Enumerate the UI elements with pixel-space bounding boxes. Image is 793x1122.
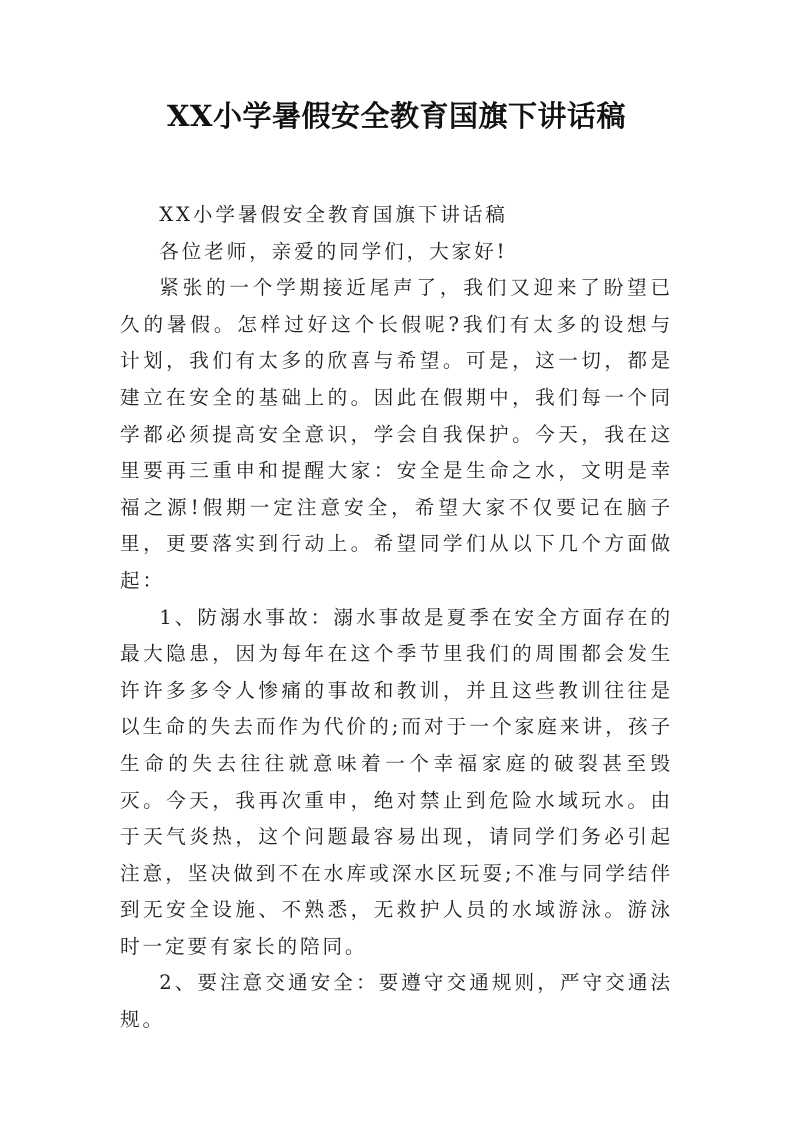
traffic-safety-paragraph: 2、要注意交通安全：要遵守交通规则，严守交通法规。 <box>120 971 673 1032</box>
document-title: XX小学暑假安全教育国旗下讲话稿 <box>166 99 626 133</box>
document-body <box>120 197 673 1039</box>
subtitle-paragraph: XX小学暑假安全教育国旗下讲话稿 <box>159 203 508 226</box>
greeting-paragraph: 各位老师，亲爱的同学们，大家好! <box>159 239 508 263</box>
intro-paragraph: 紧张的一个学期接近尾声了，我们又迎来了盼望已久的暑假。怎样过好这个长假呢?我们有太多的设想与计划，我们有太多的欣喜与希望。可是，这一切，都是建立在安全的基础上的。因此在假期中，我们每一个同学都必须提高安全意识，学会自我保护。今天，我在这里要再三重申和提醒大家：安全是生命之水，文明是幸福之源!假期一定注意安全，希望大家不仅要记在脑子里，更要落实到行动上。希望同学们从以下几个方面做起： <box>120 276 673 592</box>
drowning-safety-paragraph: 1、防溺水事故：溺水事故是夏季在安全方面存在的最大隐患，因为每年在这个季节里我们的周围都会发生许许多多令人惨痛的事故和教训，并且这些教训往往是以生命的失去而作为代价的;而对于一个家庭来讲，孩子生命的失去往往就意味着一个幸福家庭的破裂甚至毁灭。今天，我再次重申，绝对禁止到危险水域玩水。由于天气炎热，这个问题最容易出现，请同学们务必引起注意，坚决做到不在水库或深水区玩耍;不准与同学结伴到无安全设施、不熟悉，无救护人员的水域游泳。游泳时一定要有家长的陪同。 <box>120 605 673 958</box>
